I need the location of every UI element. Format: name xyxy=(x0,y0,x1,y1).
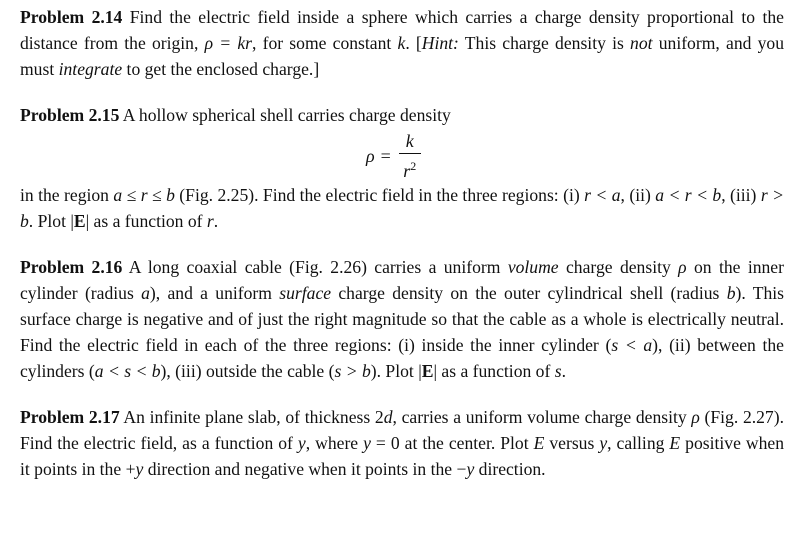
problem-2-16 xyxy=(20,254,784,384)
problem-text: positive when it points in the + xyxy=(20,433,784,479)
problem-2-14 xyxy=(20,4,784,82)
math-expression: a xyxy=(141,283,150,303)
problem-text: . xyxy=(561,361,567,381)
equals-sign: = xyxy=(380,145,391,166)
problem-text: . xyxy=(213,211,219,231)
vector-symbol: E xyxy=(73,211,86,231)
math-expression: y xyxy=(599,433,608,453)
problem-text: . [ xyxy=(405,33,422,53)
fraction-numerator: k xyxy=(405,131,414,151)
math-expression: b xyxy=(726,283,736,303)
problem-text: , calling xyxy=(607,433,670,453)
problem-text: direction. xyxy=(474,459,546,479)
math-expression: ρ = kr xyxy=(204,33,252,53)
math-expression: E xyxy=(669,433,681,453)
problem-text: A hollow spherical shell carries charge density xyxy=(119,105,451,125)
problem-text: on the inner cylinder (radius xyxy=(20,257,784,303)
problem-text: | as a function of xyxy=(85,211,207,231)
vector-symbol: E xyxy=(421,361,434,381)
fraction-denominator xyxy=(403,155,416,182)
problem-text: , for some constant xyxy=(251,33,398,53)
problem-text: , carries a uniform volume charge density xyxy=(392,407,692,427)
math-expression: E xyxy=(533,433,545,453)
problem-text: . Plot | xyxy=(28,211,74,231)
problem-label: Problem 2.17 xyxy=(20,407,120,427)
emphasis-text: volume xyxy=(507,257,559,277)
problem-text: (Fig. 2.27). Find the electric field, as a function of xyxy=(20,407,784,453)
math-expression: a < s < b xyxy=(94,361,161,381)
math-expression: r > b xyxy=(20,185,784,231)
problem-text: , (iii) xyxy=(721,185,761,205)
problem-text: in the region xyxy=(20,185,114,205)
denominator-base: r xyxy=(403,161,411,181)
math-expression: r xyxy=(206,211,214,231)
problem-text: charge density on the outer cylindrical shell (radius xyxy=(331,283,727,303)
math-expression: a ≤ r ≤ b xyxy=(113,185,175,205)
denominator-exponent: 2 xyxy=(410,159,417,173)
problem-2-15-intro xyxy=(20,102,784,128)
problem-text: = 0 at the center. Plot xyxy=(370,433,534,453)
math-expression: d xyxy=(383,407,393,427)
problem-text: ), (iii) outside the cable ( xyxy=(160,361,335,381)
math-expression: ρ xyxy=(691,407,700,427)
math-expression: a < r < b xyxy=(655,185,722,205)
emphasis-text: not xyxy=(630,33,653,53)
problem-text: An infinite plane slab, of thickness 2 xyxy=(119,407,384,427)
fraction-bar xyxy=(399,153,421,154)
problem-text: versus xyxy=(544,433,600,453)
problem-2-15-body xyxy=(20,182,784,234)
equation-lhs: ρ xyxy=(366,145,375,166)
problem-text: This charge density is xyxy=(458,33,631,53)
problem-text: Find the electric field inside a sphere which carries a charge density proportional to the distance from the origin, xyxy=(20,7,784,53)
math-expression: y xyxy=(297,433,306,453)
problem-text: (Fig. 2.25). Find the electric field in the three regions: (i) xyxy=(174,185,585,205)
hint-label: Hint: xyxy=(421,33,459,53)
math-expression: s < a xyxy=(611,335,653,355)
emphasis-text: integrate xyxy=(58,59,123,79)
problem-text: A long coaxial cable (Fig. 2.26) carries a uniform xyxy=(122,257,508,277)
problem-text: ), and a uniform xyxy=(149,283,280,303)
emphasis-text: surface xyxy=(279,283,332,303)
problem-text: ). Plot | xyxy=(370,361,422,381)
problem-text: | as a function of xyxy=(433,361,555,381)
math-expression: y xyxy=(363,433,371,453)
problem-label: Problem 2.15 xyxy=(20,105,120,125)
problem-text: uniform, and you must xyxy=(20,33,785,79)
textbook-page xyxy=(20,4,784,482)
problem-text: charge density xyxy=(558,257,679,277)
math-expression: s xyxy=(554,361,562,381)
problem-2-17 xyxy=(20,404,784,482)
problem-text: , where xyxy=(305,433,364,453)
math-expression: ρ xyxy=(678,257,687,277)
fraction xyxy=(399,130,421,182)
math-expression: r < a xyxy=(584,185,621,205)
math-expression: s > b xyxy=(334,361,371,381)
problem-text: to get the enclosed charge.] xyxy=(122,59,320,79)
problem-text: ). This surface charge is negative and of just the right magnitude so that the cable as a whole is electrically neutral. Find the electric field in each of the three regions: (i) inside the inner cylinder ( xyxy=(20,283,785,355)
problem-text: direction and negative when it points in the − xyxy=(143,459,467,479)
math-expression: y xyxy=(135,459,144,479)
math-expression: y xyxy=(466,459,475,479)
problem-text: ), (ii) between the cylinders ( xyxy=(20,335,784,381)
problem-label: Problem 2.16 xyxy=(20,257,123,277)
problem-text: , (ii) xyxy=(620,185,656,205)
problem-label: Problem 2.14 xyxy=(20,7,123,27)
math-expression: k xyxy=(397,33,406,53)
charge-density-equation xyxy=(20,128,784,182)
